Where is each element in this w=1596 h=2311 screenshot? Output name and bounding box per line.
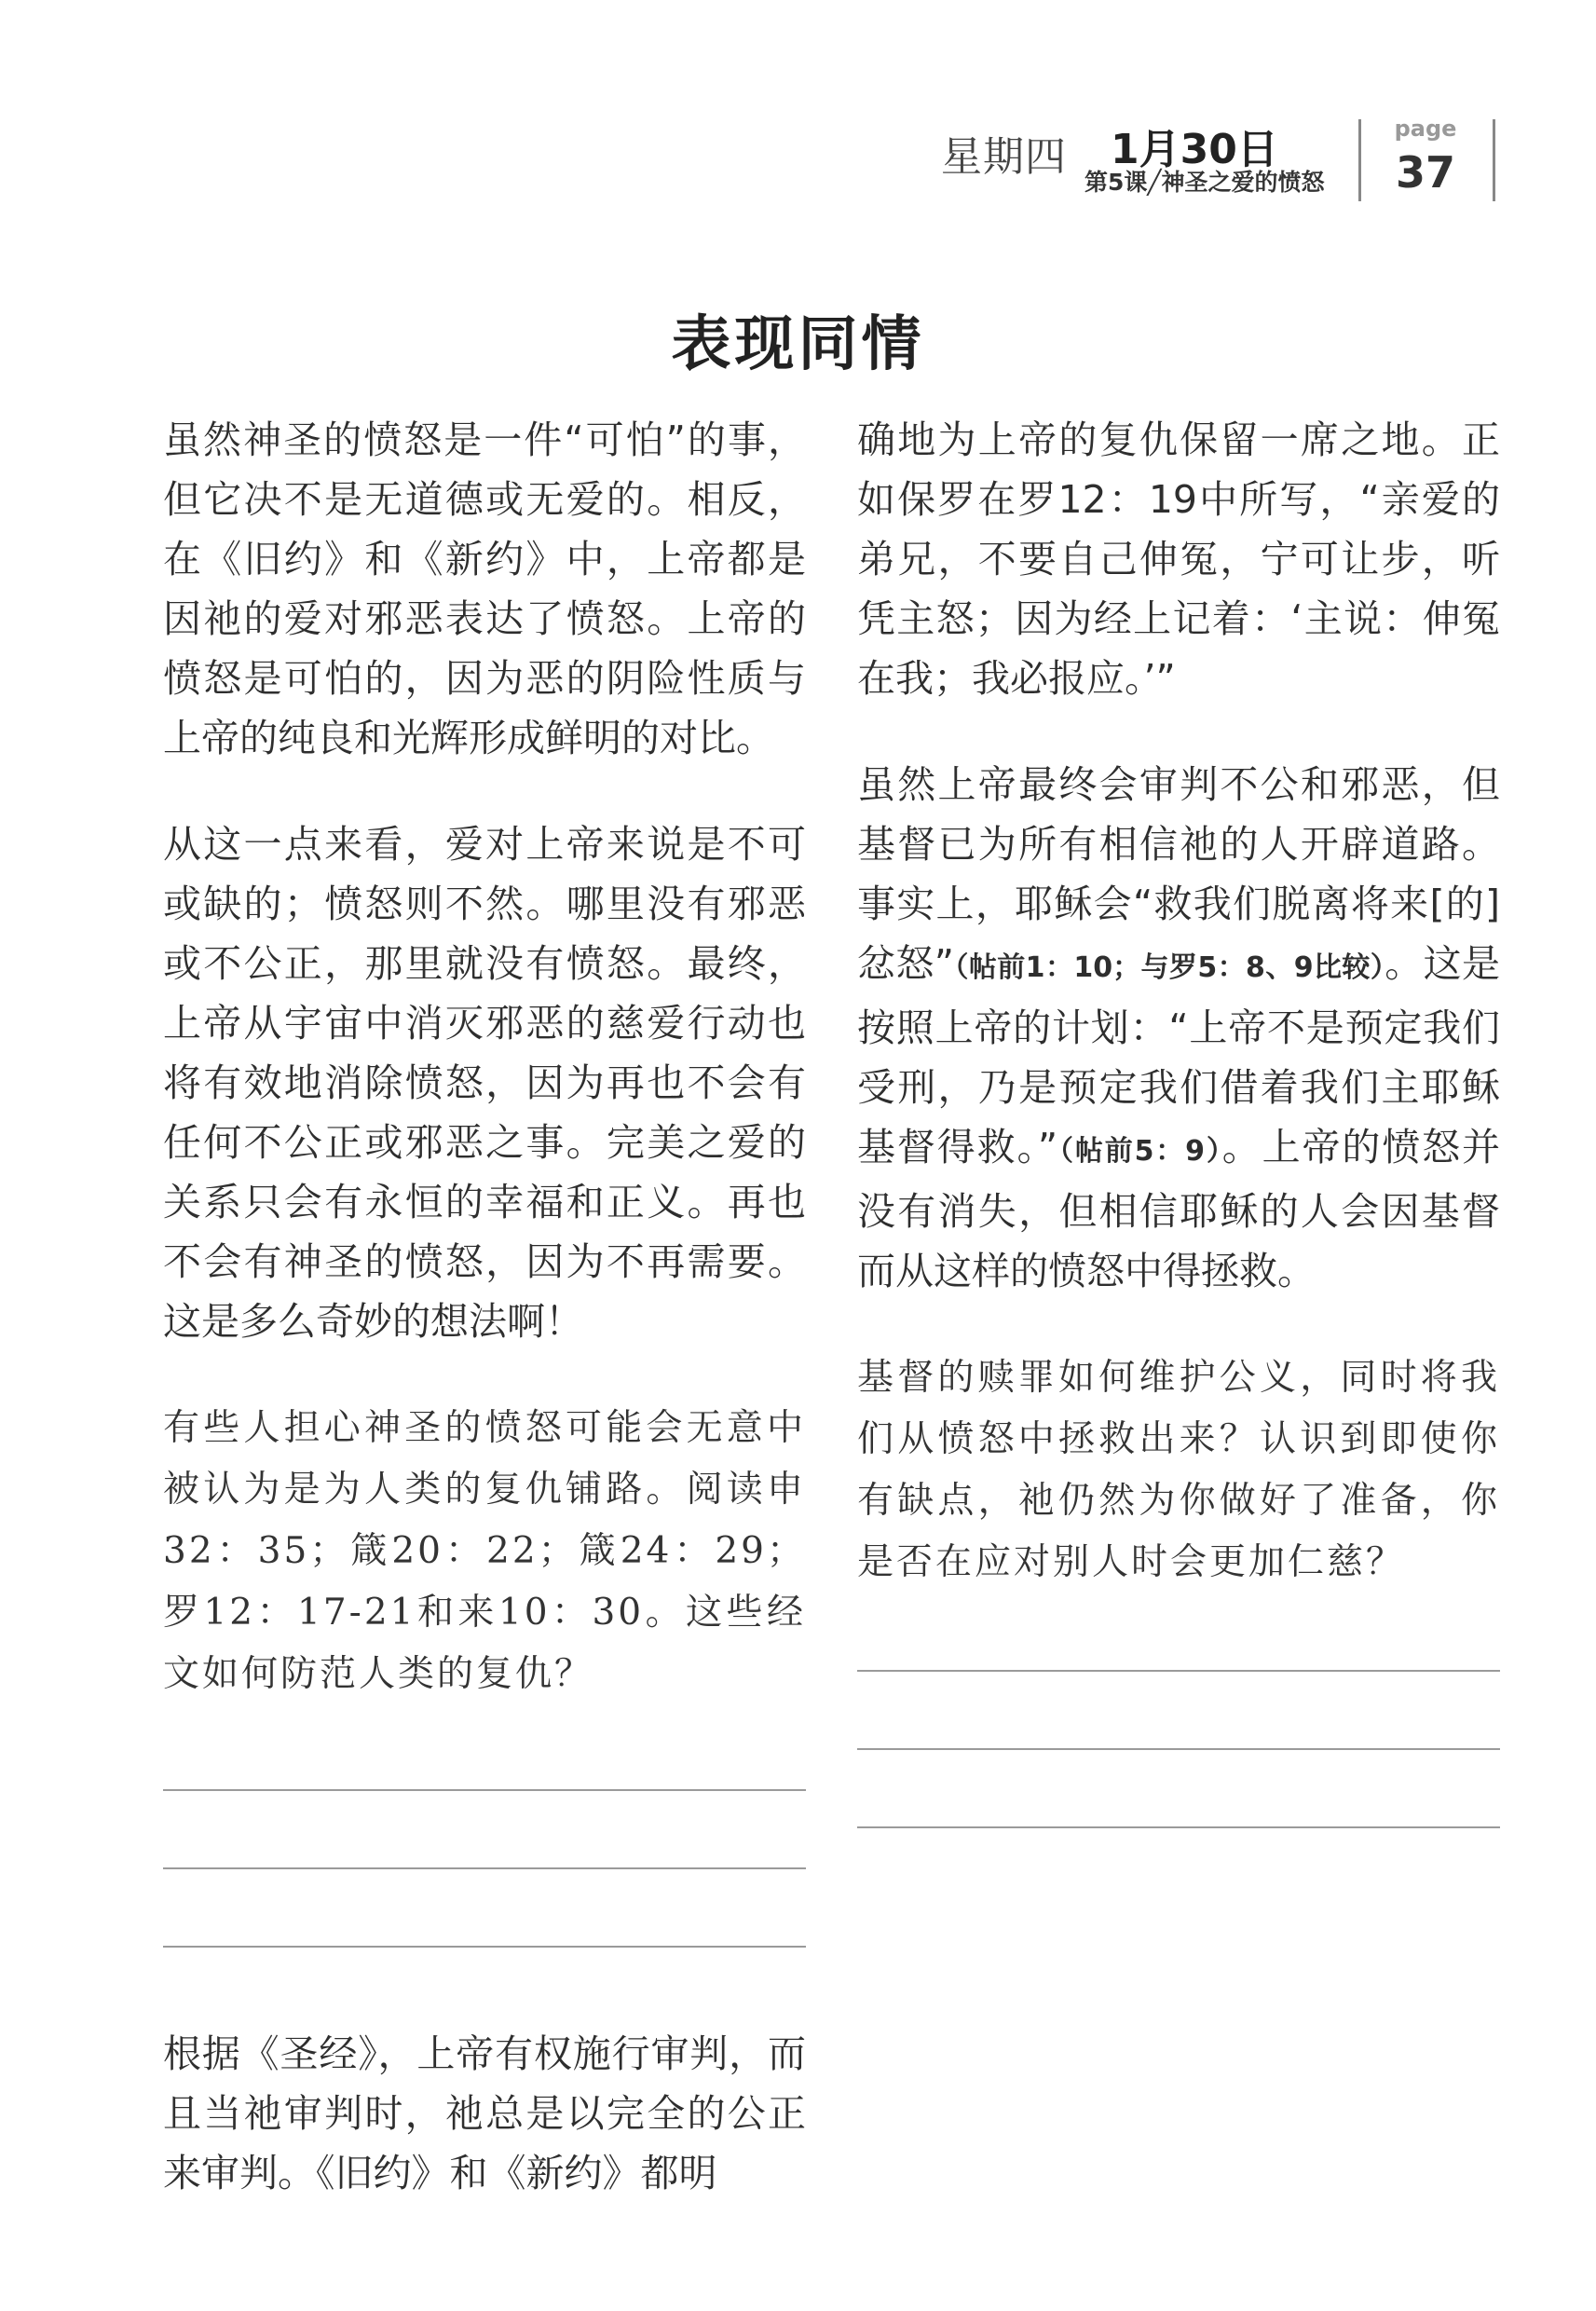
lesson-subtitle: 第5课╱神圣之爱的愤怒 — [1084, 169, 1325, 196]
answer-line[interactable] — [163, 1946, 806, 1948]
paragraph-text: 虽然上帝最终会审判不公和邪恶，但基督已为所有相信祂的人开辟道路。事实上，耶稣会“救我们脱离将来[的]忿怒” — [857, 762, 1500, 986]
body-paragraph: 确地为上帝的复仇保留一席之地。正如保罗在罗12：19中所写，“亲爱的弟兄，不要自己伸冤，宁可让步，听凭主怒；因为经上记着：‘主说：伸冤在我；我必报应。’” — [857, 417, 1500, 701]
answer-line[interactable] — [857, 1748, 1500, 1750]
paragraph-text: 。这是按照上帝的计划：“上帝不是预定我们受刑，乃是预定我们借着我们主耶稣基督得救。” — [857, 941, 1500, 1169]
paragraph-text: 。上帝的愤怒并没有消失，但相信耶稣的人会因基督而从这样的愤怒中得拯救。 — [857, 1125, 1501, 1293]
left-column — [163, 410, 806, 2249]
date-label: 1月30日 — [1111, 126, 1278, 173]
answer-lines — [857, 1670, 1500, 1828]
right-column — [857, 410, 1500, 1905]
answer-line[interactable] — [163, 1789, 806, 1791]
study-question: 有些人担心神圣的愤怒可能会无意中被认为是为人类的复仇铺路。阅读申32：35；箴20：22；箴24：29；罗12：17-21和来10：30。这些经文如何防范人类的复仇？ — [163, 1407, 806, 1695]
page-number: 37 — [1395, 147, 1455, 198]
answer-line[interactable] — [857, 1826, 1500, 1828]
weekday-label: 星期四 — [941, 133, 1067, 181]
scripture-reference: （帖前1：10；与罗5：8、9比较） — [954, 951, 1385, 984]
page-header — [0, 112, 1596, 205]
answer-lines — [163, 1789, 806, 1948]
body-paragraph: 根据《圣经》，上帝有权施行审判，而且当祂审判时，祂总是以完全的公正来审判。《旧约》和《新约》都明 — [163, 2031, 806, 2195]
body-paragraph — [857, 755, 1500, 1301]
page-word-label: page — [1394, 116, 1457, 142]
answer-line[interactable] — [163, 1867, 806, 1869]
body-paragraph: 从这一点来看，爱对上帝来说是不可或缺的；愤怒则不然。哪里没有邪恶或不公正，那里就没有愤怒。最终，上帝从宇宙中消灭邪恶的慈爱行动也将有效地消除愤怒，因为再也不会有任何不公正或邪恶之事。完美之爱的关系只会有永恒的幸福和正义。再也不会有神圣的愤怒，因为不再需要。这是多么奇妙的想法啊！ — [163, 822, 806, 1344]
scripture-reference: （帖前5：9） — [1057, 1135, 1222, 1168]
page-title: 表现同情 — [671, 309, 925, 379]
study-question: 基督的赎罪如何维护公义，同时将我们从愤怒中拯救出来？认识到即使你有缺点，祂仍然为你做好了准备，你是否在应对别人时会更加仁慈？ — [857, 1357, 1500, 1583]
header-edge-divider — [1493, 119, 1495, 201]
header-divider — [1358, 119, 1361, 201]
body-paragraph: 虽然神圣的愤怒是一件“可怕”的事，但它决不是无道德或无爱的。相反，在《旧约》和《新约》中，上帝都是因祂的爱对邪恶表达了愤怒。上帝的愤怒是可怕的，因为恶的阴险性质与上帝的纯良和光辉形成鲜明的对比。 — [163, 417, 806, 760]
answer-line[interactable] — [857, 1670, 1500, 1672]
